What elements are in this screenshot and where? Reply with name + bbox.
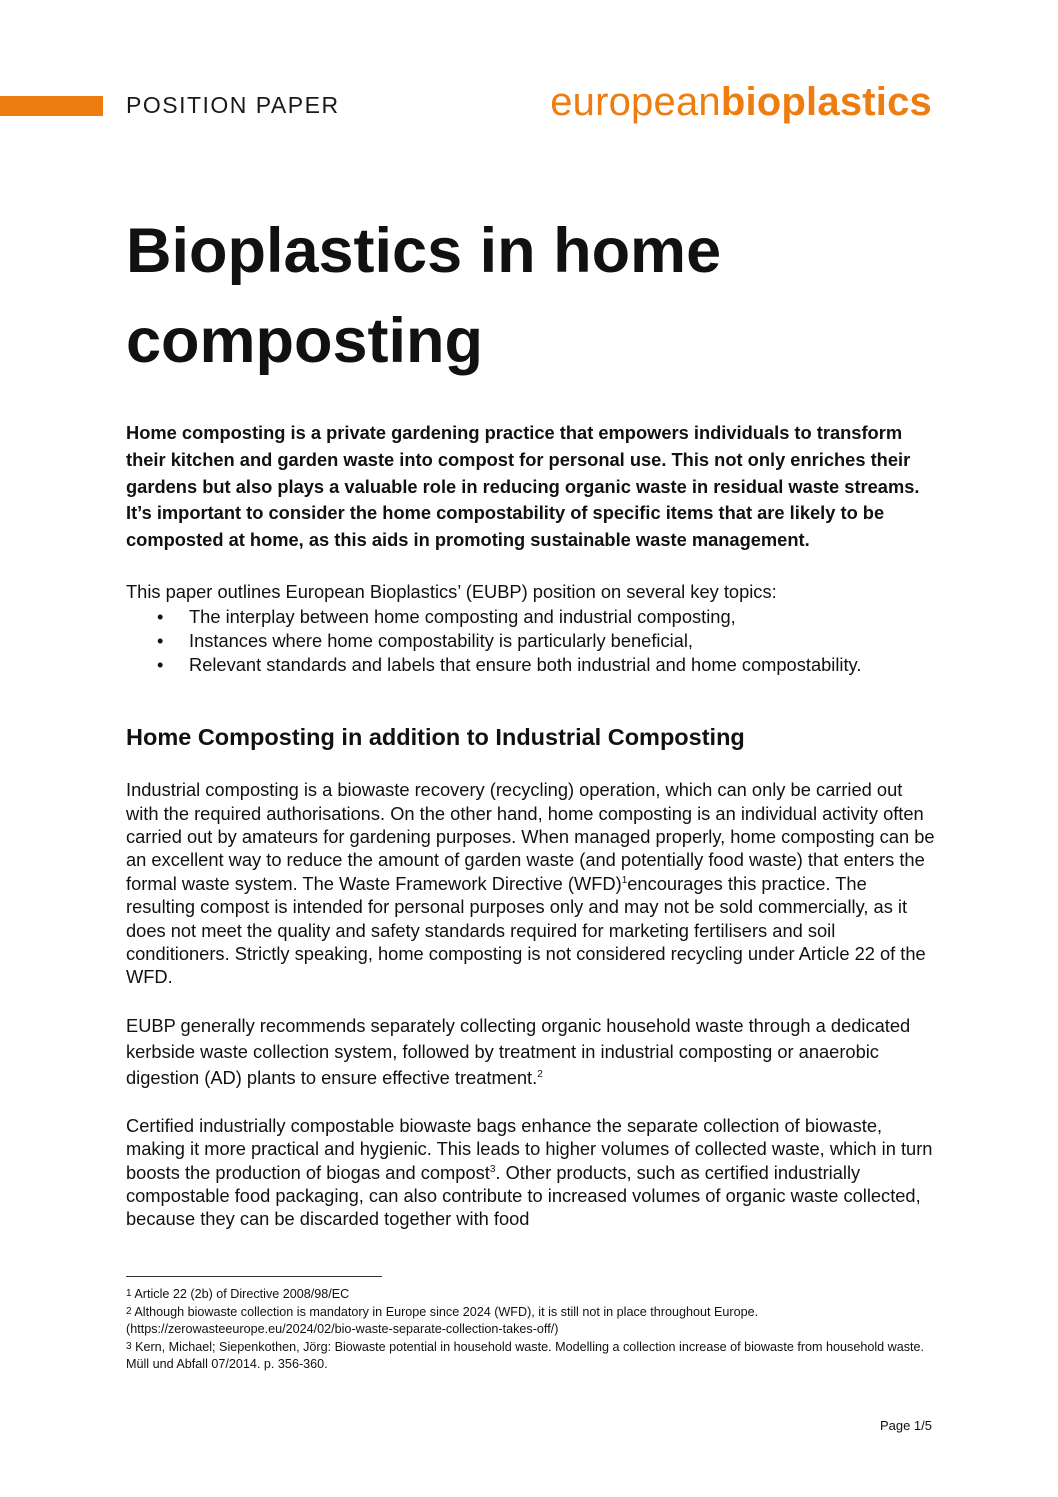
footnote-text: Article 22 (2b) of Directive 2008/98/EC [134, 1287, 350, 1301]
list-item: • Relevant standards and labels that ensure both industrial and home compostability. [126, 653, 936, 677]
footnote-ref: 2 [537, 1068, 543, 1080]
paragraph-text: Industrial composting is a biowaste recovery (recycling) operation, which can only be carried out with the required authorisations. On the other hand, home composting is an individual activity often carried out by amateurs for gardening purposes. When managed properly, home composting can be an excellent way to reduce the amount of garden waste (and potentially food waste) that enters the formal waste system. The Waste Framework Directive (WFD) [126, 779, 935, 894]
paragraph-text: . Other products, such as certified industrially compostable food packaging, can also contribute to increased volumes of organic waste collected, because they can be discarded together with food [126, 1161, 921, 1230]
footnotes [126, 1285, 936, 1373]
page-title [126, 206, 936, 386]
body-paragraph-2 [126, 1013, 936, 1091]
footnote-ref: 3 [489, 1163, 496, 1175]
footnote-number: 1 [126, 1288, 132, 1299]
body-paragraph-3 [126, 1114, 936, 1231]
paragraph-text: EUBP generally recommends separately collecting organic household waste through a dedicated kerbside waste collection system, followed by treatment in industrial composting or anaerobic digestion (AD) plants to ensure effective treatment. [126, 1014, 911, 1088]
list-item: • Instances where home compostability is particularly beneficial, [126, 629, 936, 653]
footnote-text: Kern, Michael; Siepenkothen, Jörg: Biowaste potential in household waste. Modelling a collection increase of biowaste from household waste. Müll und Abfall 07/2014. p. 356-360. [126, 1340, 925, 1371]
title-line-2: composting [126, 306, 483, 376]
document-type-label: POSITION PAPER [126, 92, 340, 118]
footnote-number: 2 [126, 1306, 132, 1317]
footnote-divider [126, 1276, 382, 1277]
list-item: • The interplay between home composting and industrial composting, [126, 605, 936, 629]
section-heading: Home Composting in addition to Industrial Composting [126, 724, 745, 751]
paragraph-text: Certified industrially compostable biowaste bags enhance the separate collection of biowaste, making it more practical and hygienic. This leads to higher volumes of collected waste, which in turn boosts the production of biogas and compost [126, 1114, 933, 1183]
paragraph-text: encourages this practice. The resulting compost is intended for personal purposes only and may not be sold commercially, as it does not meet the quality and safety standards required for marketing fertilisers and soil conditioners. Strictly speaking, home composting is not considered recycling under Article 22 of the WFD. [126, 872, 926, 988]
footnote-3 [126, 1338, 936, 1373]
accent-bar [0, 96, 103, 116]
title-line-1: Bioplastics in home [126, 216, 722, 286]
european-bioplastics-logo [550, 80, 932, 125]
main-content [126, 206, 936, 1231]
lead-paragraph: Home composting is a private gardening practice that empowers individuals to transform their kitchen and garden waste into compost for personal use. This not only enriches their gardens but also plays a valuable role in reducing organic waste in residual waste streams. It’s important to consider the home compostability of specific items that are likely to be composted at home, as this aids in promoting sustainable waste management. [126, 422, 920, 551]
logo-text-regular: european [550, 80, 721, 124]
footnote-1 [126, 1285, 936, 1303]
footnote-ref: 1 [621, 874, 628, 886]
page-number: Page 1/5 [879, 1418, 932, 1433]
logo-text-bold: bioplastics [720, 80, 932, 124]
topics-list [126, 605, 936, 676]
footnote-text: Although biowaste collection is mandatory in Europe since 2024 (WFD), it is still not in place throughout Europe. (https://zerowasteeurope.eu/2024/02/bio-waste-separate-collection-takes-off/) [126, 1305, 759, 1336]
intro-paragraph: This paper outlines European Bioplastics’ (EUBP) position on several key topics: [126, 580, 777, 602]
body-paragraph-1 [126, 778, 936, 989]
footnote-number: 3 [126, 1341, 132, 1352]
footnote-2 [126, 1303, 936, 1338]
